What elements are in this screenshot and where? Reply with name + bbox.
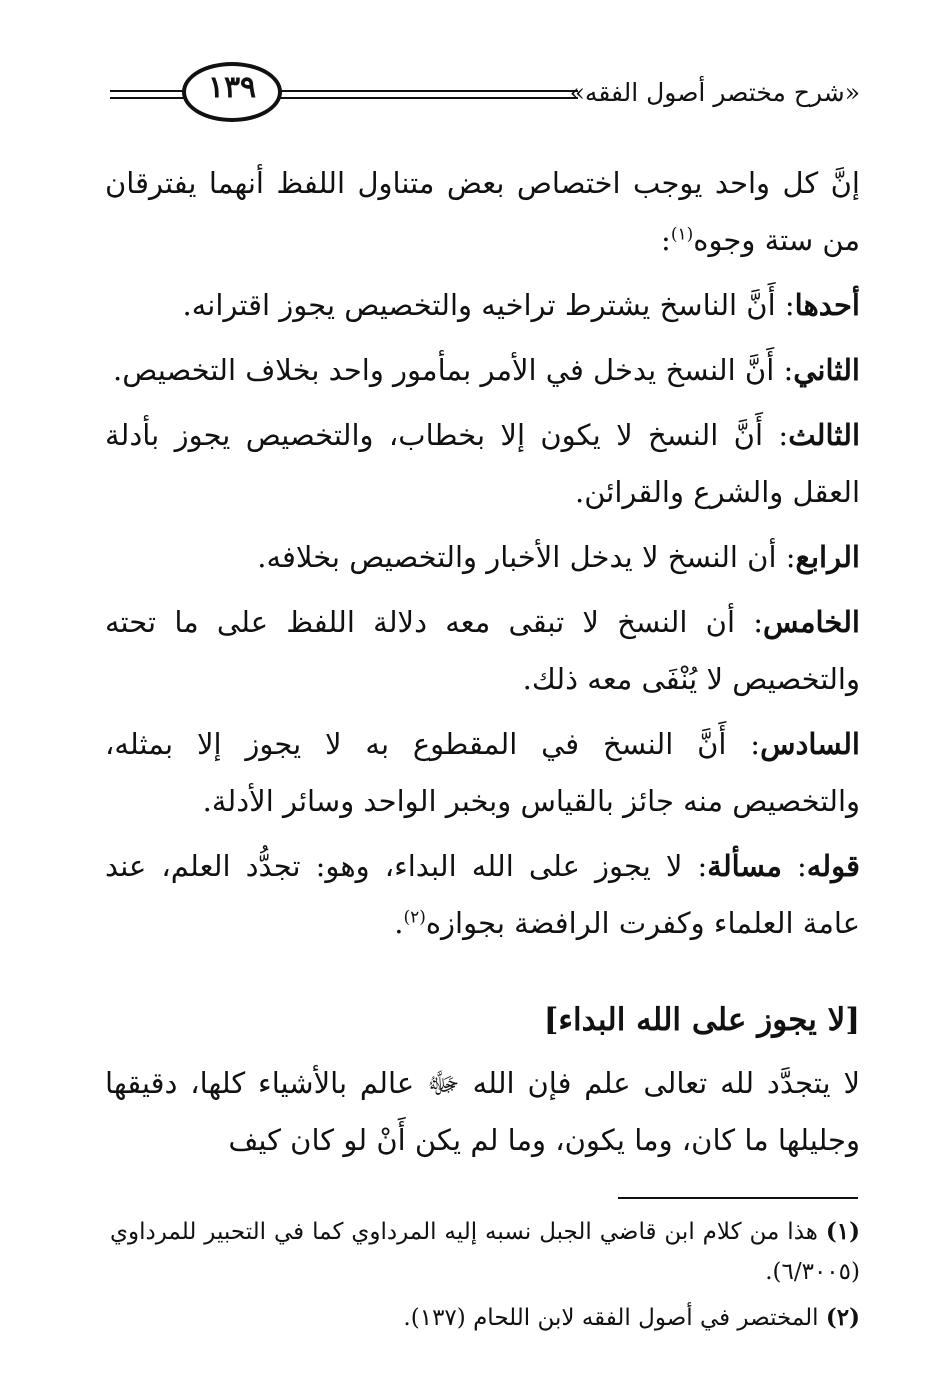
- item-term: السادس: [760, 727, 860, 761]
- list-item: [105, 342, 860, 399]
- paragraph-continuing: لا يتجدَّد لله تعالى علم فإن الله ﷻ عالم بالأشياء كلها، دقيقها وجليلها ما كان، وما يكون، وما لم يكن أَنْ لو كان كيف: [105, 1066, 860, 1157]
- paragraph-text: إنَّ كل واحد يوجب اختصاص بعض متناول اللفظ أنهما يفترقان من ستة وجوه: [105, 166, 860, 257]
- footnote-text: هذا من كلام ابن قاضي الجبل نسبه إليه المرداوي كما في التحبير للمرداوي (٦/٣٠٠٥).: [110, 1219, 860, 1285]
- item-text: : أَنَّ النسخ لا يكون إلا بخطاب، والتخصيص يجوز بأدلة العقل والشرع والقرائن.: [105, 418, 860, 509]
- list-item: [105, 716, 860, 830]
- item-term: أحدها: [794, 288, 860, 322]
- quote-term: قوله: [806, 849, 860, 883]
- list-item: [105, 277, 860, 334]
- item-text: : أَنَّ النسخ يدخل في الأمر بمأمور واحد بخلاف التخصيص.: [113, 353, 794, 387]
- main-text: [105, 155, 860, 1177]
- item-term: الثالث: [788, 418, 860, 452]
- footnote-ref[interactable]: (٢): [403, 907, 426, 928]
- list-item: [105, 594, 860, 708]
- quote-end: .: [394, 906, 404, 940]
- footnote-divider: [618, 1197, 858, 1199]
- footnote-ref[interactable]: (١): [670, 224, 694, 245]
- paragraph-intro: [105, 155, 860, 269]
- page-number: ١٣٩: [207, 70, 257, 105]
- quote-text: : لا يجوز على الله البداء، وهو: تجدُّد العلم، عند عامة العلماء وكفرت الرافضة بجوازه: [105, 849, 860, 940]
- item-text: : أَنَّ النسخ في المقطوع به لا يجوز إلا بمثله، والتخصيص منه جائز بالقياس وبخبر الواحد وسائر الأدلة.: [105, 727, 860, 818]
- quoted-matn: [105, 838, 860, 952]
- list-item: [105, 407, 860, 521]
- item-text: : أن النسخ لا يدخل الأخبار والتخصيص بخلافه.: [257, 540, 796, 574]
- item-term: الرابع: [795, 540, 860, 574]
- header-rule: [278, 97, 578, 99]
- footnotes: [110, 1212, 860, 1344]
- header-rule: [278, 90, 578, 92]
- quote-label: مسألة: [707, 849, 782, 883]
- list-item: [105, 529, 860, 586]
- footnote: [110, 1298, 860, 1338]
- footnote-number: (٢): [825, 1304, 860, 1331]
- footnote: [110, 1212, 860, 1292]
- item-text: : أن النسخ لا تبقى معه دلالة اللفظ على ما تحته والتخصيص لا يُنْفَى معه ذلك.: [105, 605, 860, 696]
- footnote-text: المختصر في أصول الفقه لابن اللحام (١٣٧).: [403, 1305, 826, 1331]
- item-term: الخامس: [763, 605, 860, 639]
- item-term: الثاني: [793, 353, 860, 387]
- paragraph-text: :: [661, 223, 671, 257]
- item-text: : أَنَّ الناسخ يشترط تراخيه والتخصيص يجوز اقترانه.: [182, 288, 795, 322]
- running-header: [110, 60, 860, 132]
- header-rule: [110, 97, 185, 99]
- quote-colon: :: [781, 849, 807, 883]
- running-title: «شرح مختصر أصول الفقه»: [569, 78, 860, 107]
- section-heading: [لا يجوز على الله البداء]: [543, 1002, 860, 1038]
- header-rule: [110, 90, 185, 92]
- footnote-number: (١): [825, 1218, 860, 1245]
